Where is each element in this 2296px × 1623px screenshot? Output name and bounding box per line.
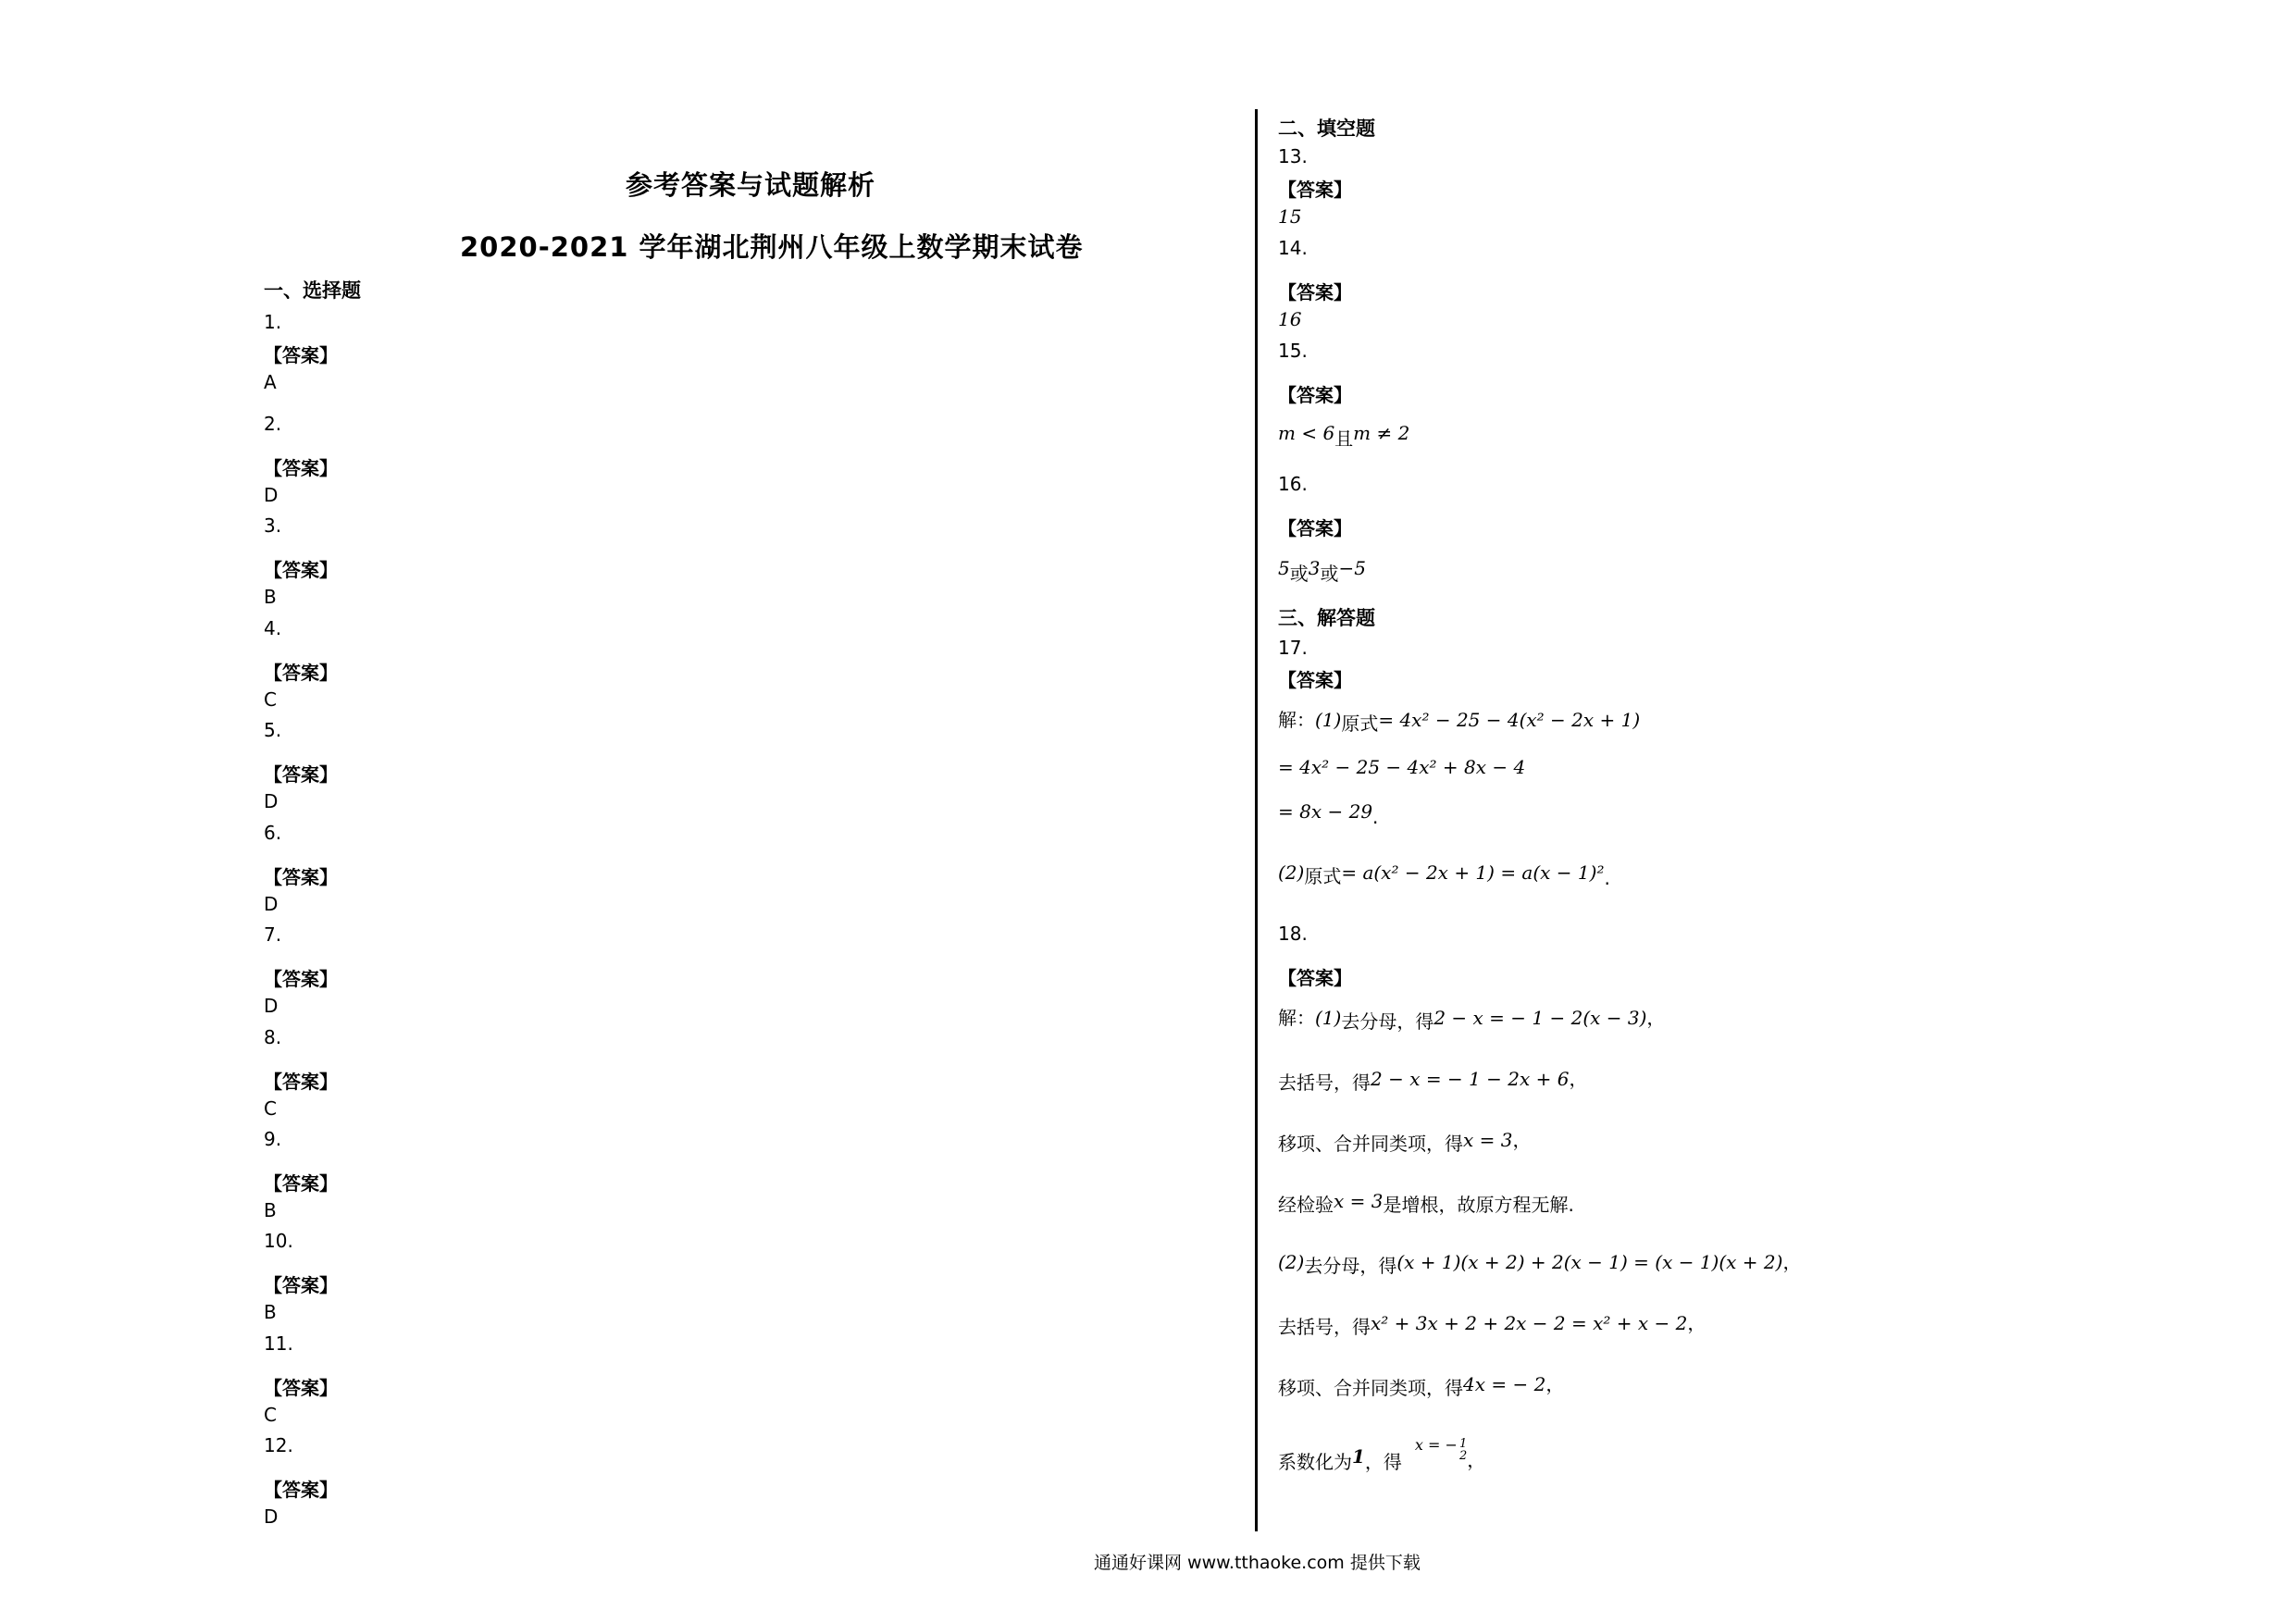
q2-number: 2. xyxy=(264,413,282,435)
q18-line-3 xyxy=(1278,1129,1532,1155)
q8-answer-label: 【答案】 xyxy=(264,1071,338,1093)
q18-part1: (1) xyxy=(1315,1007,1342,1029)
q12-answer-label: 【答案】 xyxy=(264,1479,338,1501)
q18-frac-num: 1 xyxy=(1458,1436,1468,1451)
q15-cond1: m < 6 xyxy=(1278,422,1335,444)
q14-answer: 16 xyxy=(1278,308,1302,330)
q17-line-3 xyxy=(1278,800,1379,828)
q1-answer-label: 【答案】 xyxy=(264,344,338,366)
q17-period-2: . xyxy=(1604,867,1610,889)
q17-line-1 xyxy=(1278,709,1641,735)
q17-line-4 xyxy=(1278,861,1610,889)
q15-answer xyxy=(1278,422,1410,450)
q6-number: 6. xyxy=(264,822,282,844)
q18-step-4b: 是增根，故原方程无解. xyxy=(1383,1194,1574,1216)
q18-step-7: 移项、合并同类项，得 xyxy=(1278,1377,1463,1399)
q18-step-8b: ，得 xyxy=(1364,1451,1402,1473)
q3-answer: B xyxy=(264,586,277,608)
q13-answer-label: 【答案】 xyxy=(1278,179,1352,201)
q9-answer-label: 【答案】 xyxy=(264,1172,338,1195)
q9-number: 9. xyxy=(264,1128,282,1150)
q18-comma-5: ， xyxy=(1782,1251,1802,1273)
q11-number: 11. xyxy=(264,1332,293,1355)
q18-expr-4: x = 3 xyxy=(1334,1190,1384,1212)
column-divider xyxy=(1255,109,1258,1531)
q18-comma-6: ， xyxy=(1687,1312,1706,1334)
q18-line-1 xyxy=(1278,1007,1666,1033)
q18-expr-1: 2 − x = − 1 − 2(x − 3) xyxy=(1433,1007,1647,1029)
q12-number: 12. xyxy=(264,1434,293,1456)
q15-number: 15. xyxy=(1278,340,1308,362)
q17-line-2: = 4x² − 25 − 4x² + 8x − 4 xyxy=(1278,756,1526,778)
q10-number: 10. xyxy=(264,1230,293,1252)
q18-comma-2: ， xyxy=(1569,1068,1588,1090)
q16-val-c: −5 xyxy=(1338,557,1366,579)
q18-fraction xyxy=(1459,1438,1467,1462)
section-choice-heading: 一、选择题 xyxy=(264,279,361,302)
q4-answer: C xyxy=(264,688,277,711)
q18-expr-7: 4x = − 2 xyxy=(1463,1373,1546,1395)
q18-step-6: 去括号，得 xyxy=(1278,1316,1371,1338)
q18-comma-8: ， xyxy=(1467,1449,1486,1471)
q18-step-2: 去括号，得 xyxy=(1278,1072,1371,1094)
q1-number: 1. xyxy=(264,311,282,333)
q18-line-2 xyxy=(1278,1068,1588,1094)
q18-comma-7: ， xyxy=(1545,1373,1565,1395)
q17-period-1: . xyxy=(1372,806,1379,828)
q16-or-2: 或 xyxy=(1320,563,1339,585)
q13-answer: 15 xyxy=(1278,205,1302,228)
q10-answer-label: 【答案】 xyxy=(264,1274,338,1296)
q18-comma-3: ， xyxy=(1512,1129,1532,1151)
q8-answer: C xyxy=(264,1097,277,1120)
q17-part2: (2) xyxy=(1278,861,1305,884)
q17-expr-4: = a(x² − 2x + 1) = a(x − 1)² xyxy=(1341,861,1605,884)
exam-title: 2020-2021 学年湖北荆州八年级上数学期末试卷 xyxy=(460,231,1084,263)
q18-line-8 xyxy=(1278,1436,1486,1473)
q7-number: 7. xyxy=(264,923,282,946)
q18-step-8a: 系数化为 xyxy=(1278,1451,1352,1473)
q15-cond2: m ≠ 2 xyxy=(1353,422,1410,444)
q5-number: 5. xyxy=(264,719,282,741)
q18-line-7 xyxy=(1278,1373,1565,1399)
q15-answer-label: 【答案】 xyxy=(1278,384,1352,406)
q18-step-1: 去分母，得 xyxy=(1341,1010,1434,1033)
q17-part1: (1) xyxy=(1315,709,1342,731)
q8-number: 8. xyxy=(264,1026,282,1048)
q18-jie: 解： xyxy=(1278,1007,1315,1029)
q3-number: 3. xyxy=(264,514,282,537)
q16-val-a: 5 xyxy=(1278,557,1290,579)
q18-line-6 xyxy=(1278,1312,1706,1338)
q16-number: 16. xyxy=(1278,473,1308,495)
q18-step-4a: 经检验 xyxy=(1278,1194,1334,1216)
section-solve-heading: 三、解答题 xyxy=(1278,607,1375,629)
q3-answer-label: 【答案】 xyxy=(264,559,338,581)
q16-answer xyxy=(1278,557,1366,585)
q18-step-5: 去分母，得 xyxy=(1304,1255,1397,1277)
q18-step-3: 移项、合并同类项，得 xyxy=(1278,1133,1463,1155)
q17-expr-1: = 4x² − 25 − 4(x² − 2x + 1) xyxy=(1378,709,1641,731)
q16-or-1: 或 xyxy=(1289,563,1309,585)
q6-answer-label: 【答案】 xyxy=(264,866,338,888)
q9-answer: B xyxy=(264,1199,277,1221)
footer-credit: 通通好课网 www.tthaoke.com 提供下载 xyxy=(1094,1553,1421,1573)
q18-part2: (2) xyxy=(1278,1251,1305,1273)
q17-yuanshi: 原式 xyxy=(1341,712,1379,735)
q7-answer: D xyxy=(264,995,279,1017)
q18-frac-den: 2 xyxy=(1458,1448,1468,1463)
q5-answer: D xyxy=(264,790,279,812)
q11-answer-label: 【答案】 xyxy=(264,1377,338,1399)
q13-number: 13. xyxy=(1278,145,1308,167)
q17-expr-3: = 8x − 29 xyxy=(1278,800,1373,823)
q16-answer-label: 【答案】 xyxy=(1278,517,1352,539)
q4-answer-label: 【答案】 xyxy=(264,662,338,684)
q2-answer-label: 【答案】 xyxy=(264,457,338,479)
q12-answer: D xyxy=(264,1505,279,1528)
q4-number: 4. xyxy=(264,617,282,639)
q1-answer: A xyxy=(264,371,277,393)
q2-answer: D xyxy=(264,484,279,506)
document-title: 参考答案与试题解析 xyxy=(626,169,876,201)
q18-answer-label: 【答案】 xyxy=(1278,967,1352,989)
q18-expr-6: x² + 3x + 2 + 2x − 2 = x² + x − 2 xyxy=(1371,1312,1688,1334)
q17-jie: 解： xyxy=(1278,709,1315,731)
q18-number: 18. xyxy=(1278,923,1308,945)
q5-answer-label: 【答案】 xyxy=(264,763,338,786)
q18-expr-8b: x = − xyxy=(1414,1436,1458,1454)
q18-expr-3: x = 3 xyxy=(1463,1129,1513,1151)
section-fill-heading: 二、填空题 xyxy=(1278,118,1375,140)
q18-line-5 xyxy=(1278,1251,1802,1277)
q10-answer: B xyxy=(264,1301,277,1323)
q18-comma-1: ， xyxy=(1646,1007,1666,1029)
q18-expr-5: (x + 1)(x + 2) + 2(x − 1) = (x − 1)(x + 2) xyxy=(1396,1251,1783,1273)
q14-number: 14. xyxy=(1278,237,1308,259)
q17-yuanshi-2: 原式 xyxy=(1304,865,1342,887)
q7-answer-label: 【答案】 xyxy=(264,968,338,990)
q18-line-4 xyxy=(1278,1190,1574,1216)
q6-answer: D xyxy=(264,893,279,915)
q14-answer-label: 【答案】 xyxy=(1278,281,1352,304)
q11-answer: C xyxy=(264,1404,277,1426)
q18-expr-2: 2 − x = − 1 − 2x + 6 xyxy=(1371,1068,1570,1090)
q16-val-b: 3 xyxy=(1308,557,1321,579)
q18-expr-8a: 1 xyxy=(1352,1445,1365,1468)
q17-number: 17. xyxy=(1278,637,1308,659)
q17-answer-label: 【答案】 xyxy=(1278,669,1352,691)
q15-conj: 且 xyxy=(1334,427,1354,450)
